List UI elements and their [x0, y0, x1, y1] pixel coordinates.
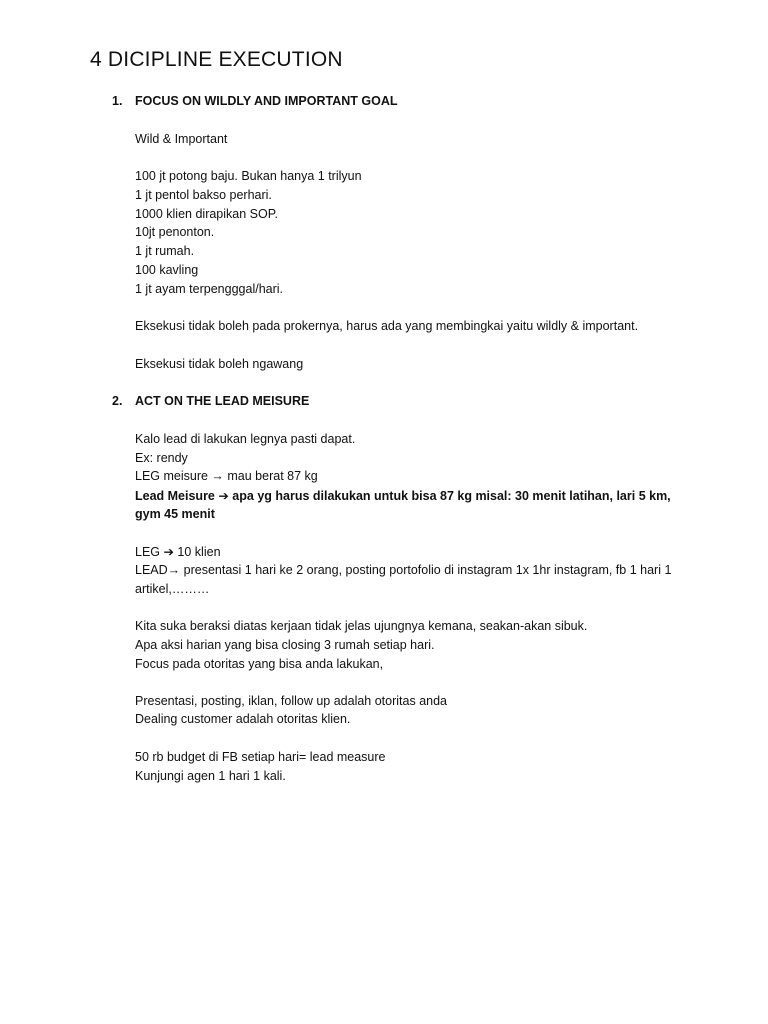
section-1-note: Eksekusi tidak boleh ngawang — [135, 357, 304, 371]
section-1-subheading: Wild & Important — [135, 132, 228, 146]
leg-measure-line: LEG meisure → mau berat 87 kg — [135, 469, 318, 483]
example-line: 100 jt potong baju. Bukan hanya 1 trilyun — [135, 169, 362, 183]
paragraph-line: Focus pada otoritas yang bisa anda lakukan, — [135, 657, 384, 671]
paragraph-line: Apa aksi harian yang bisa closing 3 rumah setiap hari. — [135, 638, 435, 652]
paragraph-line: Kita suka beraksi diatas kerjaan tidak jelas ujungnya kemana, seakan-akan sibuk. — [135, 619, 588, 633]
example-line: 1 jt ayam terpengggal/hari. — [135, 282, 284, 296]
lead-measure-line: Lead Meisure ➔ apa yg harus dilakukan untuk bisa 87 kg misal: 30 menit latihan, lari 5 km, — [135, 489, 671, 503]
paragraph-line: Presentasi, posting, iklan, follow up adalah otoritas anda — [135, 694, 447, 708]
example-line: 1 jt rumah. — [135, 244, 195, 258]
example-line: 100 kavling — [135, 263, 199, 277]
lead-line: LEAD→ presentasi 1 hari ke 2 orang, posting portofolio di instagram 1x 1hr instagram, fb 1 hari 1 — [135, 563, 672, 577]
example-line: 1 jt pentol bakso perhari. — [135, 188, 272, 202]
paragraph-line: Dealing customer adalah otoritas klien. — [135, 712, 351, 726]
example-line: 1000 klien dirapikan SOP. — [135, 207, 278, 221]
leg-klien-line: LEG ➔ 10 klien — [135, 545, 221, 559]
section-2-example: Ex: rendy — [135, 451, 188, 465]
section-1-note: Eksekusi tidak boleh pada prokernya, harus ada yang membingkai yaitu wildly & important. — [135, 319, 639, 333]
paragraph-line: 50 rb budget di FB setiap hari= lead measure — [135, 750, 386, 764]
lead-measure-line: gym 45 menit — [135, 507, 215, 521]
section-2-intro: Kalo lead di lakukan legnya pasti dapat. — [135, 432, 356, 446]
section-1-heading: FOCUS ON WILDLY AND IMPORTANT GOAL — [135, 94, 398, 108]
lead-line: artikel,……… — [135, 582, 210, 596]
section-2-number: 2. — [112, 394, 123, 408]
page-title: 4 DICIPLINE EXECUTION — [90, 48, 343, 71]
example-line: 10jt penonton. — [135, 225, 215, 239]
section-2-heading: ACT ON THE LEAD MEISURE — [135, 394, 310, 408]
paragraph-line: Kunjungi agen 1 hari 1 kali. — [135, 769, 286, 783]
section-1-number: 1. — [112, 94, 123, 108]
